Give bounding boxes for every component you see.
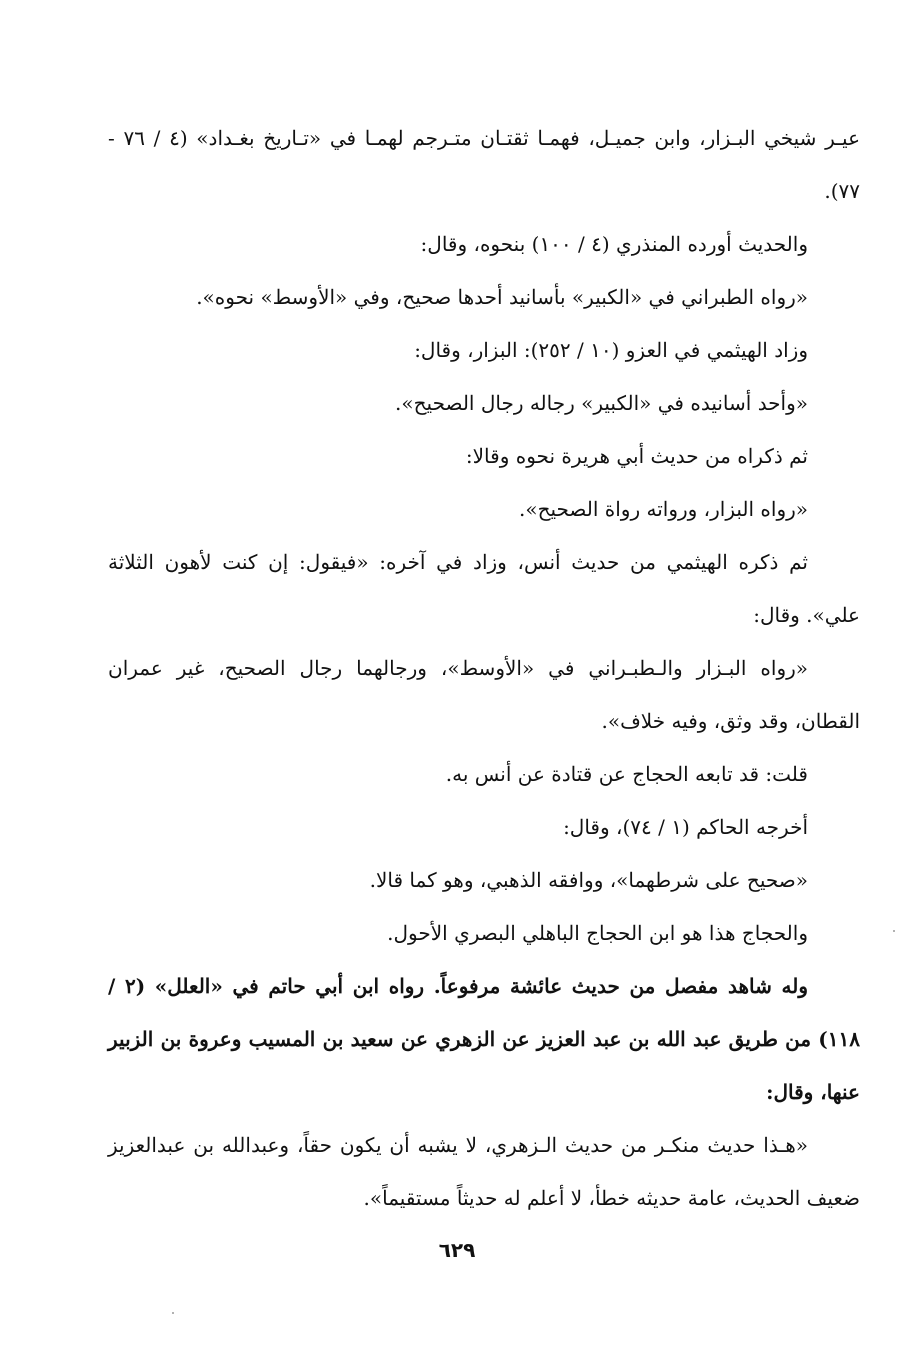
paragraph-2: والحديث أورده المنذري (٤ / ١٠٠) بنحوه، وقال: [420,232,808,256]
paragraph-9: «رواه البـزار والـطبـراني في «الأوسط»، ورجالهما رجال الصحيح، غير عمران القطان، وقد وثق، وفيه خلاف». [108,656,860,733]
paragraph-3: «رواه الطبراني في «الكبير» بأسانيد أحدها صحيح، وفي «الأوسط» نحوه». [196,285,808,309]
paragraph-12: «صحيح على شرطهما»، ووافقه الذهبي، وهو كما قالا. [369,868,808,892]
paragraph-4: وزاد الهيثمي في العزو (١٠ / ٢٥٢): البزار، وقال: [414,338,808,362]
scan-speck [893,930,895,932]
page-number: ٦٢٩ [438,1238,476,1262]
paragraph-1: عيـر شيخي البـزار، وابن جميـل، فهمـا ثقتـان متـرجم لهمـا في «تـاريخ بغـداد» (٤ / ٧٦ - ٧٧). [108,126,860,203]
paragraph-5: «وأحد أسانيده في «الكبير» رجاله رجال الصحيح». [395,391,808,415]
paragraph-15: «هـذا حديث منكـر من حديث الـزهري، لا يشبه أن يكون حقاً، وعبدالله بن عبدالعزيز ضعيف الحديث، عامة حديثه خطأ، لا أعلم له حديثاً مستقيماً». [108,1133,860,1210]
scan-speck [172,1312,174,1314]
paragraph-13: والحجاج هذا هو ابن الحجاج الباهلي البصري الأحول. [387,921,808,945]
paragraph-6: ثم ذكراه من حديث أبي هريرة نحوه وقالا: [465,444,808,468]
page-body-text [108,112,860,1225]
paragraph-8: ثم ذكره الهيثمي من حديث أنس، وزاد في آخره: «فيقول: إن كنت لأهون الثلاثة علي». وقال: [108,550,860,627]
paragraph-14: وله شاهد مفصل من حديث عائشة مرفوعاً. رواه ابن أبي حاتم في «العلل» (٢ / ١١٨) من طريق عبد الله بن عبد العزيز عن الزهري عن سعيد بن المسيب وعروة بن الزبير عنها، وقال: [108,974,860,1104]
paragraph-7: «رواه البزار، ورواته رواة الصحيح». [518,497,808,521]
paragraph-11: أخرجه الحاكم (١ / ٧٤)، وقال: [563,815,808,839]
paragraph-10: قلت: قد تابعه الحجاج عن قتادة عن أنس به. [445,762,808,786]
